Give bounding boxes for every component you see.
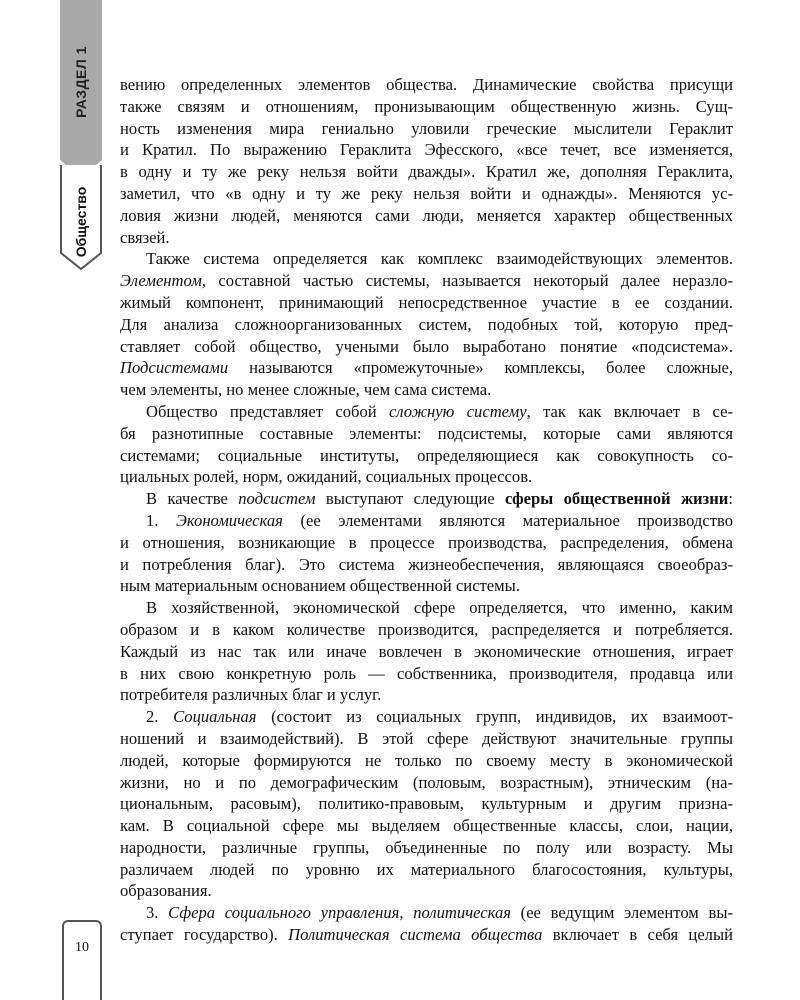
text-span: циональным, расовым), политико-правовым, культурным и другим призна-	[120, 794, 733, 814]
text-span: называются «промежуточные» комплексы, более сложные,	[228, 358, 733, 378]
text-line	[120, 815, 733, 837]
text-line	[120, 357, 733, 379]
text-span: и Кратил. По выражению Гераклита Эфесского, «все течет, все изменяется,	[120, 140, 733, 160]
italic-term: сложную систему	[388, 401, 527, 421]
text-line	[120, 139, 733, 161]
text-span: Для анализа сложноорганизованных систем, подобных той, которую пред-	[120, 314, 733, 334]
text-span: образования.	[120, 881, 212, 901]
page-number-box	[62, 920, 102, 1000]
text-line	[120, 554, 733, 576]
text-line	[120, 292, 733, 314]
text-span: ступает государство).	[120, 925, 289, 945]
text-line	[120, 488, 733, 510]
text-span: в одну и ту же реку нельзя войти дважды». Кратил же, дополняя Гераклита,	[120, 162, 733, 182]
text-line	[120, 118, 733, 140]
text-line	[120, 837, 733, 859]
text-line	[120, 728, 733, 750]
text-line	[120, 183, 733, 205]
italic-term: Социальная	[173, 707, 257, 727]
text-span: ставляет собой общество, учеными было выработано понятие «подсистема».	[120, 336, 733, 356]
text-span: Каждый из нас так или иначе вовлечен в экономические отношения, играет	[120, 641, 733, 661]
text-span: ность изменения мира гениально уловили греческие мыслители Гераклит	[120, 118, 733, 138]
text-line	[120, 575, 733, 597]
text-line	[120, 706, 733, 728]
text-span: циальных ролей, норм, ожиданий, социальных процессов.	[120, 467, 533, 487]
text-span: в них свою конкретную роль — собственника, производителя, продавца или	[120, 663, 733, 683]
text-span: (ее ведущим элементом вы-	[510, 903, 733, 923]
text-line	[120, 510, 733, 532]
text-line	[120, 597, 733, 619]
text-span: :	[728, 489, 733, 509]
text-line	[120, 466, 733, 488]
page-number: 10	[75, 940, 89, 955]
text-line	[120, 924, 733, 946]
text-span: связей.	[120, 227, 170, 247]
text-line	[120, 532, 733, 554]
text-line	[120, 314, 733, 336]
text-span: Общество представляет собой	[146, 401, 389, 421]
italic-term: Политическая система общества	[288, 925, 543, 945]
text-line	[120, 401, 733, 423]
section-side-tab	[60, 0, 102, 265]
text-line	[120, 859, 733, 881]
text-span: (состоит из социальных групп, индивидов, их взаимоот-	[256, 707, 733, 727]
text-line	[120, 663, 733, 685]
text-line	[120, 379, 733, 401]
text-span: вению определенных элементов общества. Динамические свойства присущи	[120, 75, 733, 94]
text-span: В качестве	[146, 489, 239, 509]
text-span: людей, которые формируются не только по своему месту в экономической	[120, 750, 733, 770]
text-span: 3.	[146, 903, 169, 923]
text-line	[120, 161, 733, 183]
italic-term: Подсистемами	[120, 358, 229, 378]
text-span: В хозяйственной, экономической сфере определяется, что именно, каким	[146, 598, 733, 618]
text-line	[120, 227, 733, 249]
text-line	[120, 270, 733, 292]
text-line	[120, 641, 733, 663]
text-span: , так как включает в се-	[526, 401, 733, 421]
text-line	[120, 684, 733, 706]
text-span: Также система определяется как комплекс взаимодействующих элементов.	[146, 249, 733, 269]
text-span: бя разнотипные составные элементы: подсистемы, которые сами являются	[120, 423, 733, 443]
text-span: заметил, что «в одну и ту же реку нельзя войти и однажды». Меняются ус-	[120, 183, 733, 203]
text-span: народности, различные группы, объединенные по полу или возрасту. Мы	[120, 837, 733, 857]
text-line	[120, 336, 733, 358]
text-line	[120, 793, 733, 815]
italic-term: подсистем	[238, 489, 316, 509]
text-span: , составной частью системы, называется некоторый далее неразло-	[201, 271, 733, 291]
text-span: ловия жизни людей, меняются сами люди, меняется характер общественных	[120, 205, 733, 225]
chapter-label: Общество	[73, 186, 89, 258]
text-span: системами; социальные институты, определяющиеся как совокупность со-	[120, 445, 733, 465]
text-span: чем элементы, но менее сложные, чем сама система.	[120, 380, 492, 400]
text-span: выступают следующие	[315, 489, 506, 509]
text-span: жизни, но и по демографическим (половым, возрастным), этническим (на-	[120, 772, 733, 792]
text-span: ным материальным основанием общественной системы.	[120, 576, 520, 596]
italic-term: Сфера социального управления, политическая	[168, 903, 511, 923]
text-line	[120, 619, 733, 641]
section-label: РАЗДЕЛ 1	[73, 46, 89, 118]
text-line	[120, 750, 733, 772]
text-span: 1.	[146, 510, 177, 530]
text-span: потребителя различных благ и услуг.	[120, 685, 382, 705]
text-span: (ее элементами являются материальное производство	[282, 510, 733, 530]
text-span: и потребления благ). Это система жизнеобеспечения, являющаяся своеобраз-	[120, 554, 733, 574]
text-line	[120, 205, 733, 227]
text-span: жимый компонент, принимающий непосредственное участие в ее создании.	[120, 292, 733, 312]
text-span: ношений и взаимодействий). В этой сфере действуют значительные группы	[120, 728, 733, 748]
text-line	[120, 74, 733, 96]
text-line	[120, 248, 733, 270]
text-line	[120, 880, 733, 902]
text-line	[120, 902, 733, 924]
text-span: также связям и отношениям, пронизывающим общественную жизнь. Сущ-	[120, 96, 733, 116]
text-line	[120, 96, 733, 118]
text-line	[120, 423, 733, 445]
text-span: образом и в каком количестве производится, распределяется и потребляется.	[120, 619, 733, 639]
text-span: различаем людей по уровню их материального благосостояния, культуры,	[120, 859, 733, 879]
body-text	[120, 74, 733, 946]
text-span: кам. В социальной сфере мы выделяем общественные классы, слои, нации,	[120, 816, 733, 836]
text-span: 2.	[146, 707, 174, 727]
italic-term: Элементом	[120, 271, 202, 291]
text-line	[120, 445, 733, 467]
bold-term: сферы общественной жизни	[505, 489, 729, 509]
text-span: включает в себя целый	[542, 925, 733, 945]
italic-term: Экономическая	[176, 510, 283, 530]
text-line	[120, 772, 733, 794]
text-span: и отношения, возникающие в процессе производства, распределения, обмена	[120, 532, 733, 552]
